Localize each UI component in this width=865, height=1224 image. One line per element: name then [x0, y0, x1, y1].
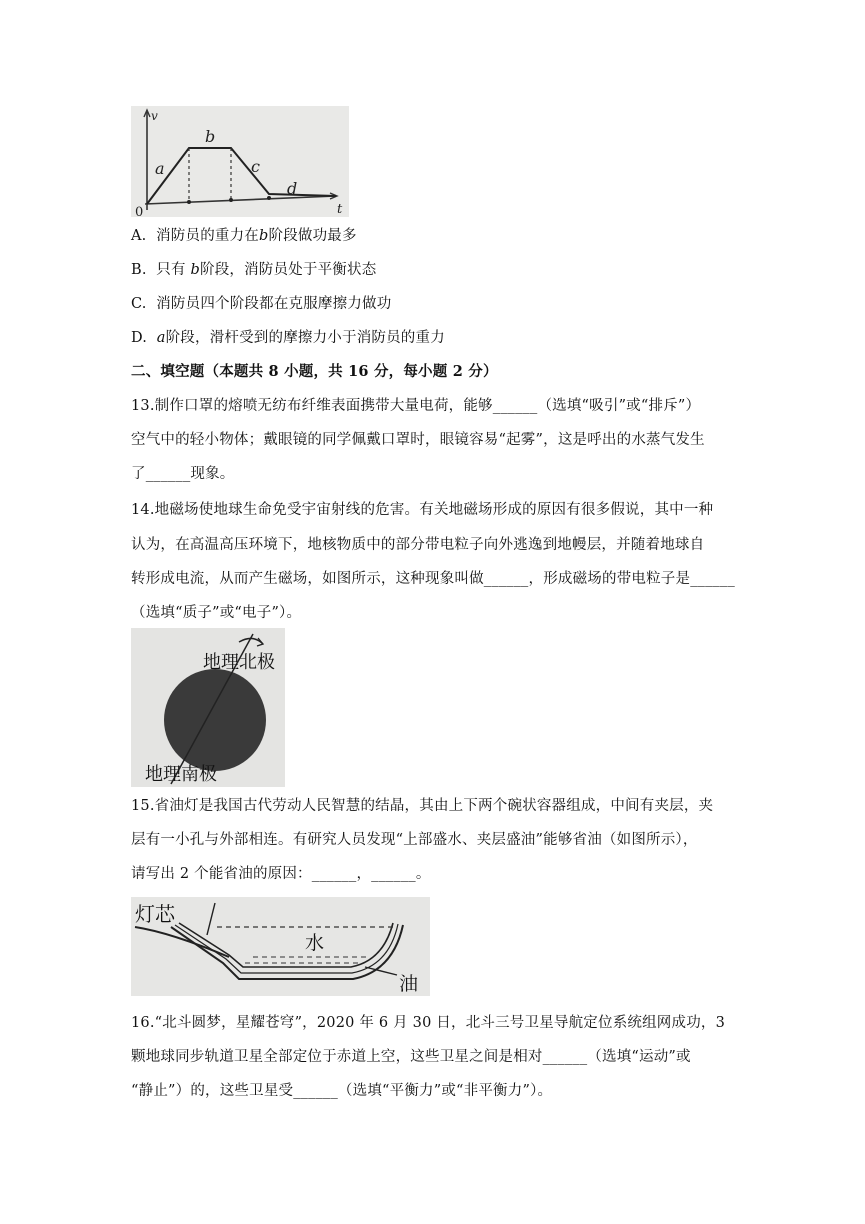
- segment-d-label: d: [287, 179, 298, 198]
- option-b-var: b: [190, 262, 200, 278]
- option-a: [131, 226, 357, 246]
- option-b-text-2: 阶段，消防员处于平衡状态: [200, 262, 377, 278]
- option-c: [131, 294, 391, 314]
- segment-a-label: a: [155, 159, 165, 178]
- q13-line-2: 空气中的轻小物体；戴眼镜的同学佩戴口罩时，眼镜容易“起雾”，这是呼出的水蒸气发生: [131, 432, 705, 448]
- q15-line-3: 请写出 2 个能省油的原因：______，______。: [131, 866, 431, 882]
- option-b-text-1: 只有: [156, 262, 186, 278]
- axis-y-label: v: [151, 109, 158, 123]
- velocity-time-graph: [131, 106, 349, 217]
- q13-line-3: 了______现象。: [131, 466, 235, 482]
- oil-label: 油: [399, 973, 419, 995]
- q14-line-4: （选填“质子”或“电子”）。: [131, 605, 302, 621]
- q14-line-1: 14.地磁场使地球生命免受宇宙射线的危害。有关地磁场形成的原因有很多假说，其中一种: [131, 502, 714, 518]
- origin-label: 0: [135, 205, 144, 217]
- wick-label: 灯芯: [135, 902, 175, 926]
- q16-line-1: 16.“北斗圆梦，星耀苍穹”，2020 年 6 月 30 日，北斗三号卫星导航定位系统组网成功，3: [131, 1015, 726, 1031]
- option-a-text-2: 阶段做功最多: [268, 228, 357, 244]
- segment-c-label: c: [251, 157, 260, 176]
- option-a-prefix: A.: [131, 228, 147, 244]
- segment-b-label: b: [205, 127, 216, 146]
- q14-line-2: 认为，在高温高压环境下，地核物质中的部分带电粒子向外逃逸到地幔层，并随着地球自: [131, 537, 705, 553]
- q13-line-1: 13.制作口罩的熔喷无纺布纤维表面携带大量电荷，能够______（选填“吸引”或“排斥”）: [131, 398, 701, 414]
- option-a-text-1: 消防员的重力在: [156, 228, 260, 244]
- axis-x-label: t: [337, 202, 343, 217]
- option-a-var: b: [259, 228, 269, 244]
- q16-line-3: “静止”）的，这些卫星受______（选填“平衡力”或“非平衡力”）。: [131, 1083, 553, 1099]
- option-d-prefix: D.: [131, 330, 148, 346]
- q15-line-1: 15.省油灯是我国古代劳动人民智慧的结晶，其由上下两个碗状容器组成，中间有夹层，夹: [131, 798, 714, 814]
- south-pole-label: 地理南极: [145, 764, 217, 785]
- option-c-prefix: C.: [131, 296, 147, 312]
- earth-magnetic-figure: [131, 628, 285, 787]
- q16-line-2: 颗地球同步轨道卫星全部定位于赤道上空，这些卫星之间是相对______（选填“运动”或: [131, 1049, 691, 1065]
- option-b-prefix: B.: [131, 262, 147, 278]
- section-2-heading: 二、填空题（本题共 8 小题，共 16 分，每小题 2 分）: [131, 363, 498, 380]
- option-c-text: 消防员四个阶段都在克服摩擦力做功: [156, 296, 392, 312]
- option-d: [131, 328, 445, 348]
- option-d-text: 阶段，滑杆受到的摩擦力小于消防员的重力: [165, 330, 445, 346]
- north-pole-label: 地理北极: [203, 652, 275, 673]
- option-d-var: a: [156, 330, 166, 346]
- water-label: 水: [305, 932, 325, 954]
- q14-line-3: 转形成电流，从而产生磁场，如图所示，这种现象叫做______，形成磁场的带电粒子是______: [131, 571, 735, 587]
- oil-lamp-figure: [131, 897, 430, 996]
- q15-line-2: 层有一小孔与外部相连。有研究人员发现“上部盛水、夹层盛油”能够省油（如图所示），: [131, 832, 698, 848]
- option-b: [131, 260, 376, 280]
